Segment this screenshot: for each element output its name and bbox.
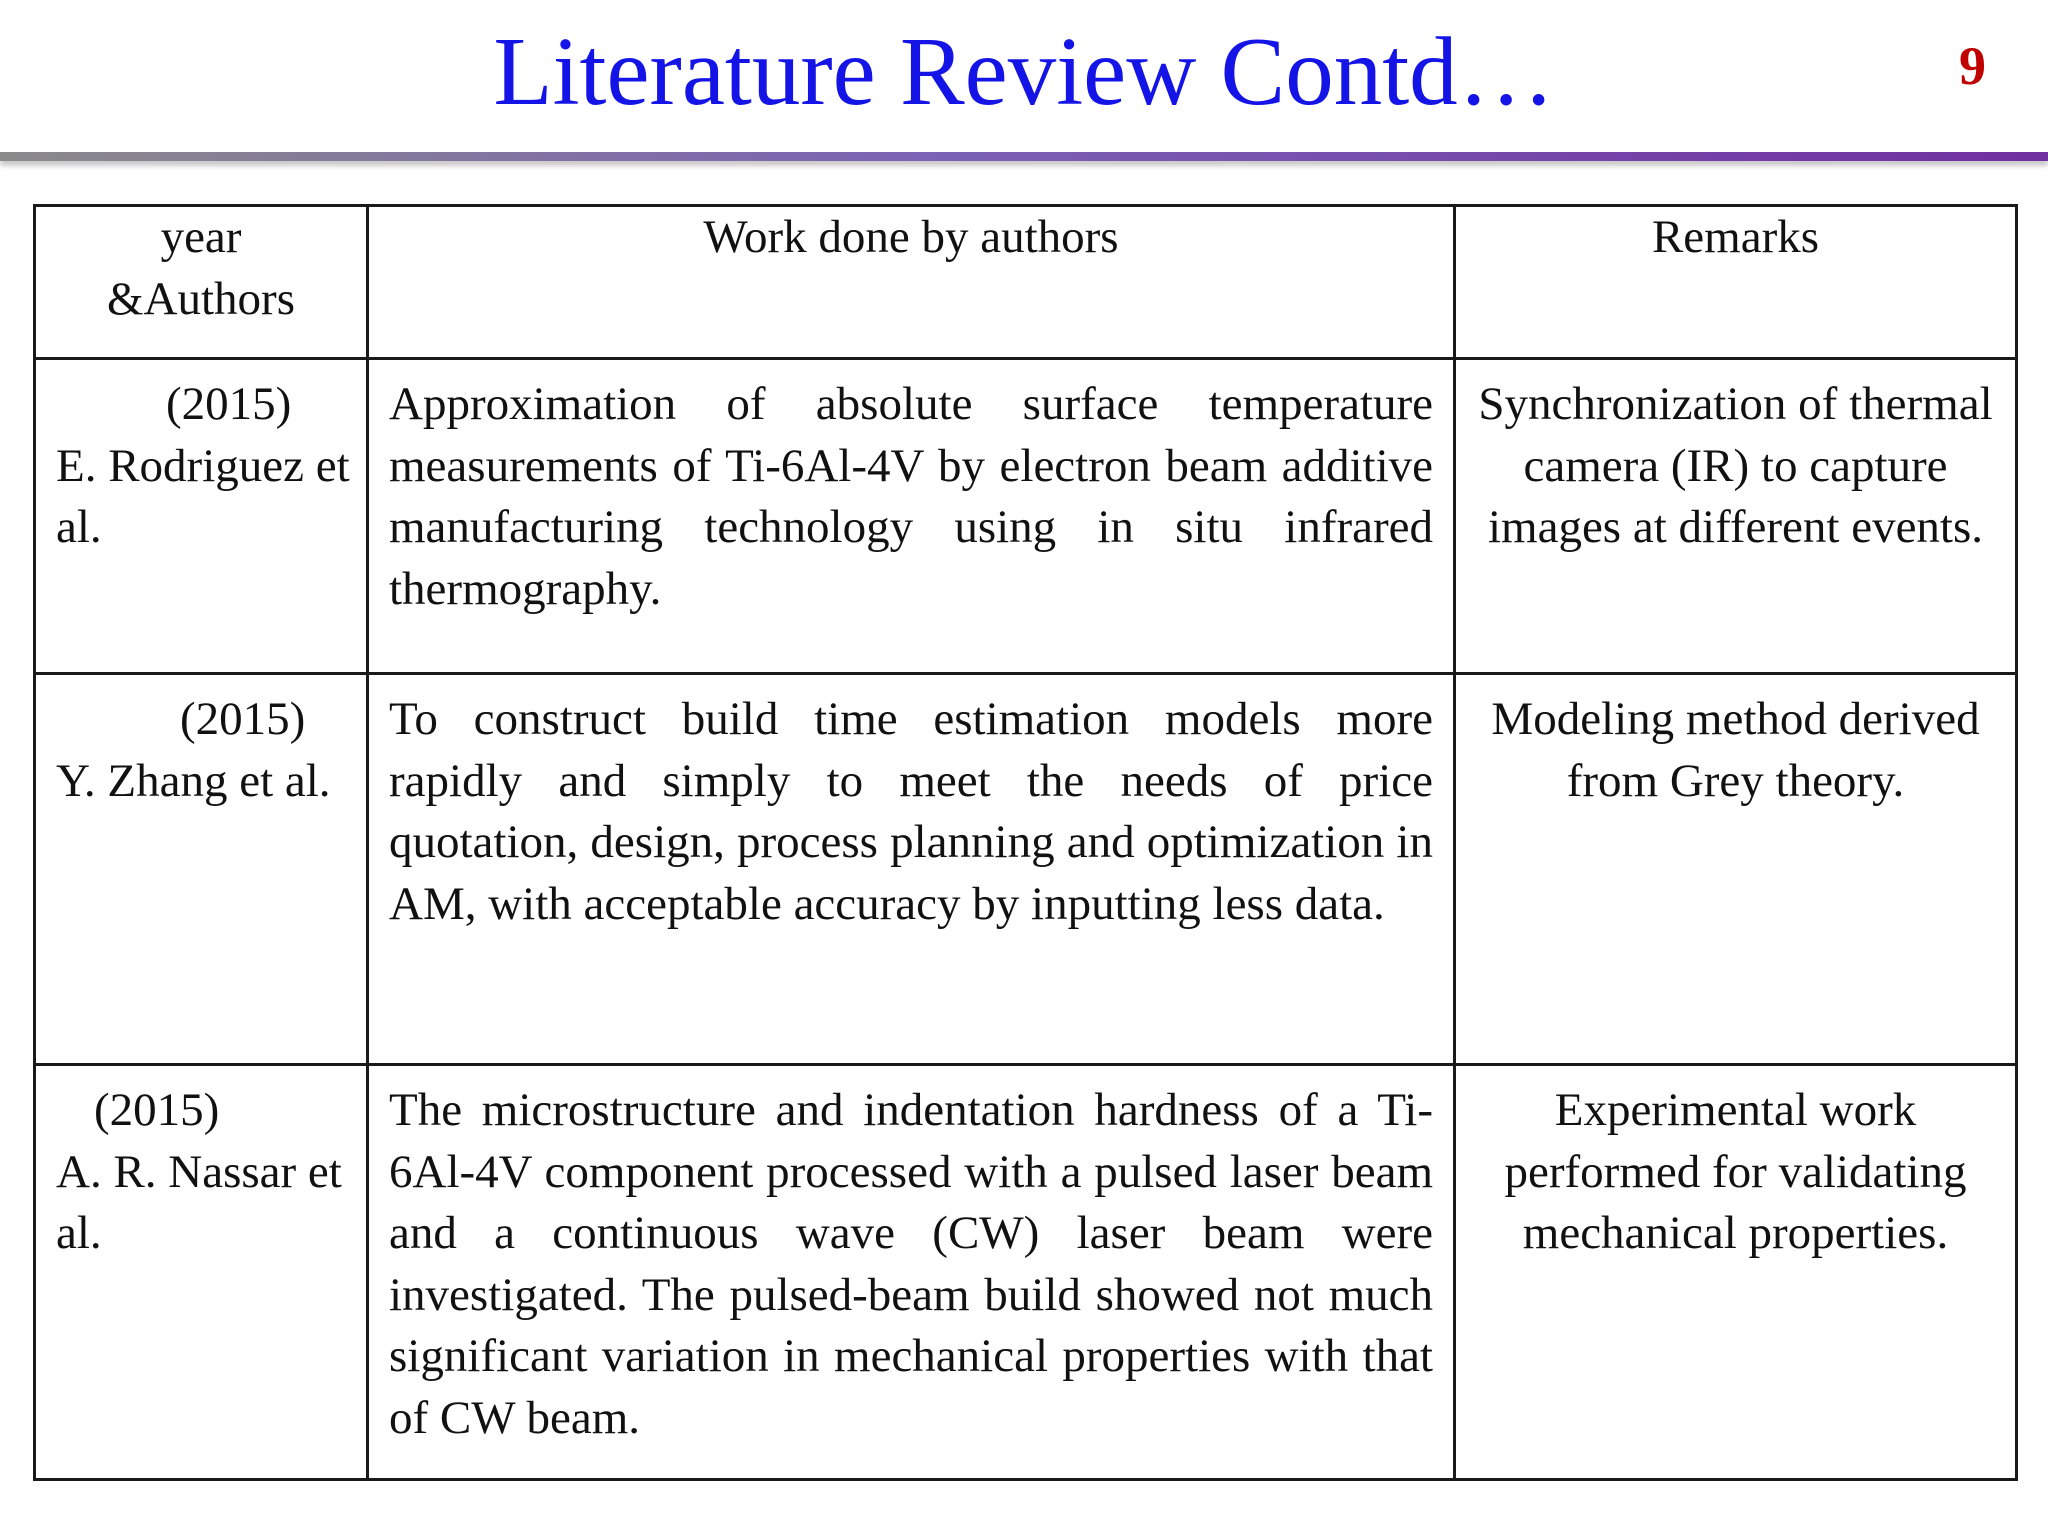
authors-cell xyxy=(35,1065,368,1480)
page-number: 9 xyxy=(1959,36,1986,96)
header-remarks: Remarks xyxy=(1455,206,2017,359)
authors-text: Y. Zhang et al. xyxy=(56,754,331,807)
title-divider xyxy=(0,152,2048,161)
work-cell: The microstructure and indentation hardness of a Ti-6Al-4V component processed with a pulsed laser beam and a continuous wave (CW) laser beam were investigated. The pulsed-beam build showed not much significant variation in mechanical properties with that of CW beam. xyxy=(368,1065,1455,1480)
work-cell: Approximation of absolute surface temperature measurements of Ti-6Al-4V by electron beam additive manufacturing technology using in situ infrared thermography. xyxy=(368,359,1455,674)
remarks-cell: Experimental work performed for validating mechanical properties. xyxy=(1455,1065,2017,1480)
authors-cell xyxy=(35,359,368,674)
authors-text: E. Rodriguez et al. xyxy=(56,439,350,553)
header-work-done: Work done by authors xyxy=(368,206,1455,359)
year-text: (2015) xyxy=(180,693,306,745)
work-cell: To construct build time estimation models more rapidly and simply to meet the needs of price quotation, design, process planning and optimization in AM, with acceptable accuracy by inputting less data. xyxy=(368,674,1455,1065)
remarks-cell: Modeling method derived from Grey theory. xyxy=(1455,674,2017,1065)
table-header-row xyxy=(35,206,2017,359)
year-text: (2015) xyxy=(166,378,292,430)
table-row xyxy=(35,674,2017,1065)
slide-title: Literature Review Contd… xyxy=(493,18,1555,125)
remarks-cell: Synchronization of thermal camera (IR) to capture images at different events. xyxy=(1455,359,2017,674)
table-row xyxy=(35,1065,2017,1480)
authors-cell xyxy=(35,674,368,1065)
literature-table xyxy=(33,204,2018,1481)
table-row xyxy=(35,359,2017,674)
authors-text: A. R. Nassar et al. xyxy=(56,1145,342,1259)
year-text: (2015) xyxy=(94,1084,220,1136)
header-year-authors: year &Authors xyxy=(35,206,368,359)
